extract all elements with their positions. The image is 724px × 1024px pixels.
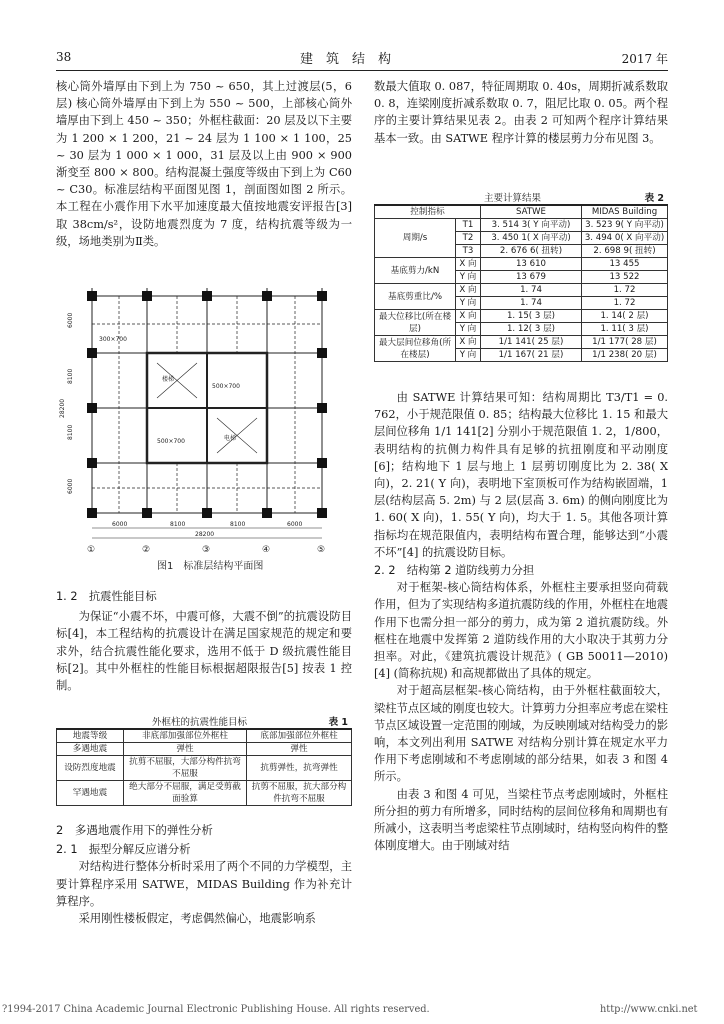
table-2 bbox=[374, 190, 668, 362]
table-cell: Y 向 bbox=[456, 349, 481, 362]
table-2-title: 主要计算结果 bbox=[484, 193, 542, 204]
beam-label: 500×700 bbox=[212, 383, 240, 390]
elevator-label: 电梯 bbox=[224, 435, 237, 442]
beam-label: 500×700 bbox=[157, 438, 185, 445]
table-cell: 1. 72 bbox=[582, 297, 668, 310]
table-row bbox=[375, 310, 668, 323]
table-cell: X 向 bbox=[456, 258, 481, 271]
section-2-2-paragraph-3: 由表 3 和图 4 可见，当梁柱节点考虑刚域时，外框柱所分担的剪力有所增多，同时结构的层间位移角和周期也有所减小，这表明当考虑梁柱节点刚域时，结构竖向构件的整体刚度增大。由于刚域对结 bbox=[374, 787, 668, 853]
axis-label: ① bbox=[87, 545, 96, 555]
table-cell: 1/1 238( 20 层) bbox=[582, 349, 668, 362]
section-2-1-paragraph-1: 对结构进行整体分析时采用了两个不同的力学模型，主要计算程序采用 SATWE，MIDAS Building 作为补充计算程序。 bbox=[56, 860, 352, 908]
table-cell: 1/1 177( 28 层) bbox=[582, 336, 668, 349]
table-cell: T3 bbox=[456, 245, 481, 258]
section-2-2-title: 2. 2 结构第 2 道防线剪力分担 bbox=[374, 564, 535, 578]
table-cell: X 向 bbox=[456, 284, 481, 297]
table-row-label: 周期/s bbox=[375, 219, 456, 258]
table-cell: 1. 11( 3 层) bbox=[582, 323, 668, 336]
table-header-cell: 非底部加强部位外框柱 bbox=[124, 729, 247, 743]
table-cell: 13 610 bbox=[481, 258, 582, 271]
journal-title: 建 筑 结 构 bbox=[300, 52, 392, 67]
table-cell: 13 522 bbox=[582, 271, 668, 284]
dim-bottom: 8100 bbox=[230, 521, 246, 528]
table-cell: 弹性 bbox=[247, 743, 352, 756]
right-column-top bbox=[374, 78, 668, 147]
dim-bottom: 6000 bbox=[287, 521, 303, 528]
dim-left: 6000 bbox=[67, 312, 74, 328]
table-cell: 罕遇地震 bbox=[57, 781, 124, 806]
table-row bbox=[57, 781, 352, 806]
axis-label: ② bbox=[142, 545, 151, 555]
year: 2017 年 bbox=[621, 52, 668, 66]
table-1-grid bbox=[56, 728, 352, 806]
table-cell: 抗剪弹性，抗弯弹性 bbox=[247, 756, 352, 781]
dim-bottom: 8100 bbox=[170, 521, 186, 528]
section-2-1-paragraph-2: 采用刚性楼板假定，考虑偶然偏心，地震影响系 bbox=[78, 912, 316, 926]
table-cell: 3. 450 1( X 向平动) bbox=[481, 232, 582, 245]
table-cell: X 向 bbox=[456, 336, 481, 349]
table-row bbox=[375, 284, 668, 297]
table-cell: 13 679 bbox=[481, 271, 582, 284]
table-cell: 2. 676 6( 扭转) bbox=[481, 245, 582, 258]
table-cell: 抗剪不屈服，抗大部分构件抗弯不屈服 bbox=[247, 781, 352, 806]
table-cell: 13 455 bbox=[582, 258, 668, 271]
table-1-number: 表 1 bbox=[328, 717, 348, 728]
dim-bottom: 6000 bbox=[112, 521, 128, 528]
table-cell: 绝大部分不屈服，满足受剪截面验算 bbox=[124, 781, 247, 806]
table-cell: X 向 bbox=[456, 310, 481, 323]
right-paragraph-1: 数最大值取 0. 087，特征周期取 0. 40s，周期折减系数取 0. 8，连梁刚度折减系数取 0. 7，阻尼比取 0. 05。两个程序的主要计算结果见表 2。由表 2 可知两个程序计算结果基本一致。由 SATWE 程序计算的楼层剪力分布见图 3。 bbox=[374, 80, 668, 145]
figure-1 bbox=[59, 268, 352, 573]
header-rule bbox=[56, 70, 668, 71]
table-cell: 1/1 141( 25 层) bbox=[481, 336, 582, 349]
table-row bbox=[375, 219, 668, 232]
table-cell: 3. 494 0( X 向平动) bbox=[582, 232, 668, 245]
table-cell: 设防烈度地震 bbox=[57, 756, 124, 781]
table-cell: 多遇地震 bbox=[57, 743, 124, 756]
section-1-2 bbox=[56, 588, 352, 694]
table-row-label: 基底剪重比/% bbox=[375, 284, 456, 310]
table-cell: Y 向 bbox=[456, 271, 481, 284]
figure-1-caption: 图1 标准层结构平面图 bbox=[157, 561, 264, 572]
section-2-title: 2 多遇地震作用下的弹性分析 bbox=[56, 823, 213, 837]
table-header-cell: SATWE bbox=[481, 205, 582, 219]
dim-bottom-total: 28200 bbox=[195, 531, 215, 538]
axis-label: ④ bbox=[262, 545, 271, 555]
table-cell: 1. 12( 3 层) bbox=[481, 323, 582, 336]
table-cell: 抗剪不屈服，大部分构件抗弯不屈服 bbox=[124, 756, 247, 781]
footer-url[interactable]: http://www.cnki.net bbox=[600, 1004, 698, 1015]
table-cell: 弹性 bbox=[124, 743, 247, 756]
floor-plan-drawing bbox=[59, 268, 352, 573]
table-cell: Y 向 bbox=[456, 297, 481, 310]
table-row-label: 最大层间位移角(所在楼层) bbox=[375, 336, 456, 362]
table-row-label: 最大位移比(所在楼层) bbox=[375, 310, 456, 336]
section-1-2-title: 1. 2 抗震性能目标 bbox=[56, 590, 157, 603]
table-header-cell: MIDAS Building bbox=[582, 205, 668, 219]
table-cell: 1. 72 bbox=[582, 284, 668, 297]
stair-label: 楼梯 bbox=[162, 376, 175, 383]
table-header-row bbox=[375, 205, 668, 219]
axis-label: ⑤ bbox=[317, 545, 326, 555]
axis-label: ③ bbox=[202, 545, 211, 555]
table-cell: T1 bbox=[456, 219, 481, 232]
table-row bbox=[57, 756, 352, 781]
section-2-2-paragraph-1: 对于框架-核心筒结构体系，外框柱主要承担竖向荷载作用，但为了实现结构多道抗震防线的作用，外框柱在地震作用下也需分担一部分的剪力，成为第 2 道抗震防线。外框柱在地震中发挥第 2 道防线作用的大小取决于其剪力分担率。对此，《建筑抗震设计规范》( GB 50011—2010) [4] (简称抗规) 和高规都做出了具体的规定。 bbox=[374, 581, 668, 681]
section-1-2-paragraph: 为保证“小震不坏，中震可修，大震不倒”的抗震设防目标[4]，本工程结构的抗震设计在满足国家规范的规定和要求外，结合抗震性能化要求，选用不低于 D 级抗震性能目标[2]。其中外框柱的性能目标根据超限报告[5] 按表 1 控制。 bbox=[56, 610, 352, 693]
table-header-row bbox=[57, 729, 352, 743]
table-cell: 1/1 167( 21 层) bbox=[481, 349, 582, 362]
left-column-top bbox=[56, 78, 352, 250]
table-1-title: 外框柱的抗震性能目标 bbox=[152, 717, 248, 728]
table-cell: 1. 15( 3 层) bbox=[481, 310, 582, 323]
table-cell: 3. 523 9( Y 向平动) bbox=[582, 219, 668, 232]
table-row bbox=[57, 743, 352, 756]
table-header-cell: 控制指标 bbox=[375, 205, 481, 219]
section-2-2-paragraph-2: 对于超高层框架-核心筒结构，由于外框柱截面较大，梁柱节点区域的刚度也较大。计算剪力分担率应考虑在梁柱节点区域设置一定范围的刚域，为反映刚域对结构受力的影响，本文列出利用 SATWE 对结构分别计算在规定水平力作用下考虑刚域和不考虑刚域的部分结果，如表 3 和图 4 所示。 bbox=[374, 684, 668, 784]
table-cell: Y 向 bbox=[456, 323, 481, 336]
table-cell: 1. 74 bbox=[481, 284, 582, 297]
table-cell: 2. 698 9( 扭转) bbox=[582, 245, 668, 258]
dim-left-total: 28200 bbox=[59, 398, 66, 418]
copyright-notice: ?1994-2017 China Academic Journal Electronic Publishing House. All rights reserved. bbox=[2, 1004, 430, 1015]
intro-paragraph: 核心筒外墙厚由下到上为 750 ~ 650，其上过渡层(5，6 层) 核心筒外墙厚由下到上为 550 ~ 500，上部核心筒外墙厚由下到上 450 ~ 350；外框柱截面：20 层及以下主要为 1 200 × 1 200，21 ~ 24 层为 1 100 × 1 100，25 ~ 30 层为 1 000 × 1 000，31 层及以上由 900 × 900 渐变至 800 × 800。结构混凝土强度等级由下到上为 C60 ~ C30。标准层结构平面图见图 1，剖面图如图 2 所示。本工程在小震作用下水平加速度最大值按地震安评报告[3] 取 38cm/s²，设防地震烈度为 7 度，结构抗震等级为一级，场地类别为Ⅱ类。 bbox=[56, 80, 352, 248]
table-cell: 3. 514 3( Y 向平动) bbox=[481, 219, 582, 232]
page-number: 38 bbox=[56, 50, 72, 64]
table-cell: 1. 14( 2 层) bbox=[582, 310, 668, 323]
right-paragraph-2: 由 SATWE 计算结果可知：结构周期比 T3/T1 = 0. 762，小于规范限值 0. 85；结构最大位移比 1. 15 和最大层间位移角 1/1 141[2] 分别小于规范限值 1. 2，1/800，表明结构的抗侧力构件具有足够的抗扭刚度和平动刚度[6]；结构地下 1 层与地上 1 层剪切刚度比为 2. 38( X 向)，2. 21( Y 向)，表明地下室顶板可作为结构嵌固端，1 层(结构层高 5. 2m) 与 2 层(层高 3. 6m) 的侧向刚度比为 1. 60( X 向)，1. 55( Y 向)，均大于 1. 5。其他各项计算指标均在规范限值内，表明结构布置合理，能够达到“小震不坏”[4] 的抗震设防目标。 bbox=[374, 391, 668, 559]
section-2 bbox=[56, 822, 352, 927]
table-row bbox=[375, 258, 668, 271]
beam-label: 300×700 bbox=[99, 336, 127, 343]
table-2-grid bbox=[374, 204, 668, 362]
dim-left: 8100 bbox=[67, 424, 74, 440]
table-row-label: 基底剪力/kN bbox=[375, 258, 456, 284]
table-cell: 1. 74 bbox=[481, 297, 582, 310]
table-row bbox=[375, 336, 668, 349]
table-2-number: 表 2 bbox=[644, 193, 664, 204]
table-header-cell: 底部加强部位外框柱 bbox=[247, 729, 352, 743]
table-1 bbox=[56, 714, 352, 806]
table-cell: T2 bbox=[456, 232, 481, 245]
table-header-cell: 地震等级 bbox=[57, 729, 124, 743]
right-column-body bbox=[374, 389, 668, 854]
dim-left: 6000 bbox=[67, 478, 74, 494]
dim-left: 8100 bbox=[67, 368, 74, 384]
section-2-1-title: 2. 1 振型分解反应谱分析 bbox=[56, 843, 191, 857]
